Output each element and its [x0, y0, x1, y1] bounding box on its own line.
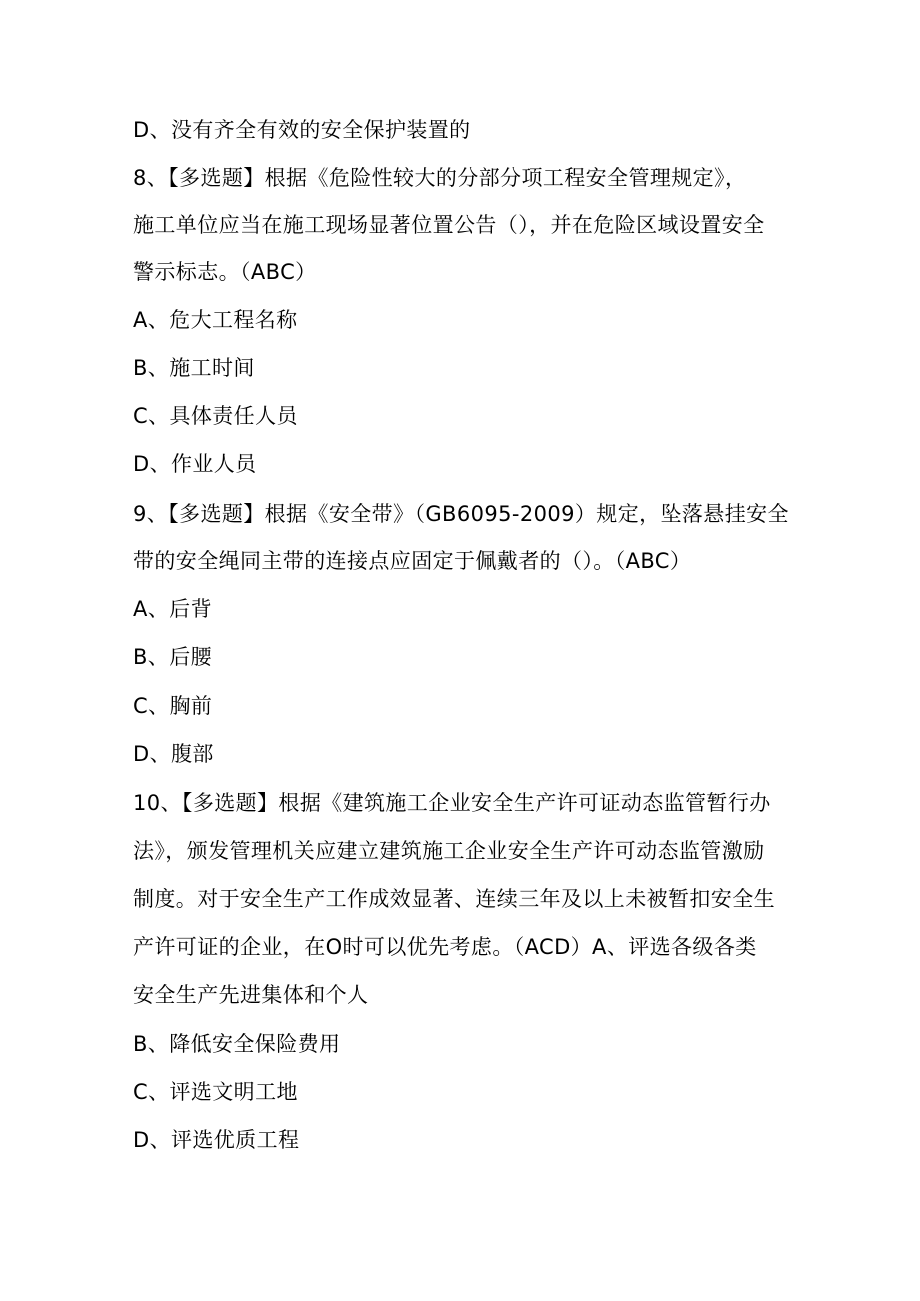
question-10-line-1: 10、【多选题】根据《建筑施工企业安全生产许可证动态监管暂行办	[133, 791, 771, 815]
option-10b: B、降低安全保险费用	[133, 1032, 341, 1056]
question-9-line-1: 9、【多选题】根据《安全带》（GB6095-2009）规定，坠落悬挂安全	[133, 502, 789, 526]
option-8a: A、危大工程名称	[133, 308, 298, 332]
question-10-line-2: 法》，颁发管理机关应建立建筑施工企业安全生产许可动态监管激励	[133, 839, 765, 863]
question-8-line-1: 8、【多选题】根据《危险性较大的分部分项工程安全管理规定》，	[133, 166, 747, 190]
question-10-line-4: 产许可证的企业，在O时可以优先考虑。（ACD）A、评选各级各类	[133, 935, 757, 959]
option-9b: B、后腰	[133, 645, 213, 669]
option-10c: C、评选文明工地	[133, 1080, 298, 1104]
question-8-line-2: 施工单位应当在施工现场显著位置公告（），并在危险区域设置安全	[133, 213, 765, 237]
option-10d: D、评选优质工程	[133, 1128, 300, 1152]
option-8d: D、作业人员	[133, 452, 257, 476]
option-9c: C、胸前	[133, 694, 213, 718]
question-8-line-3: 警示标志。（ABC）	[133, 260, 317, 284]
option-9a: A、后背	[133, 597, 212, 621]
question-9-line-2: 带的安全绳同主带的连接点应固定于佩戴者的（）。（ABC）	[133, 549, 692, 573]
question-10-line-3: 制度。对于安全生产工作成效显著、连续三年及以上未被暂扣安全生	[133, 887, 775, 911]
option-9d: D、腹部	[133, 742, 214, 766]
option-8b: B、施工时间	[133, 356, 255, 380]
option-8c: C、具体责任人员	[133, 404, 298, 428]
option-7d: D、没有齐全有效的安全保护装置的	[133, 118, 471, 142]
question-10-line-5: 安全生产先进集体和个人	[133, 983, 369, 1007]
